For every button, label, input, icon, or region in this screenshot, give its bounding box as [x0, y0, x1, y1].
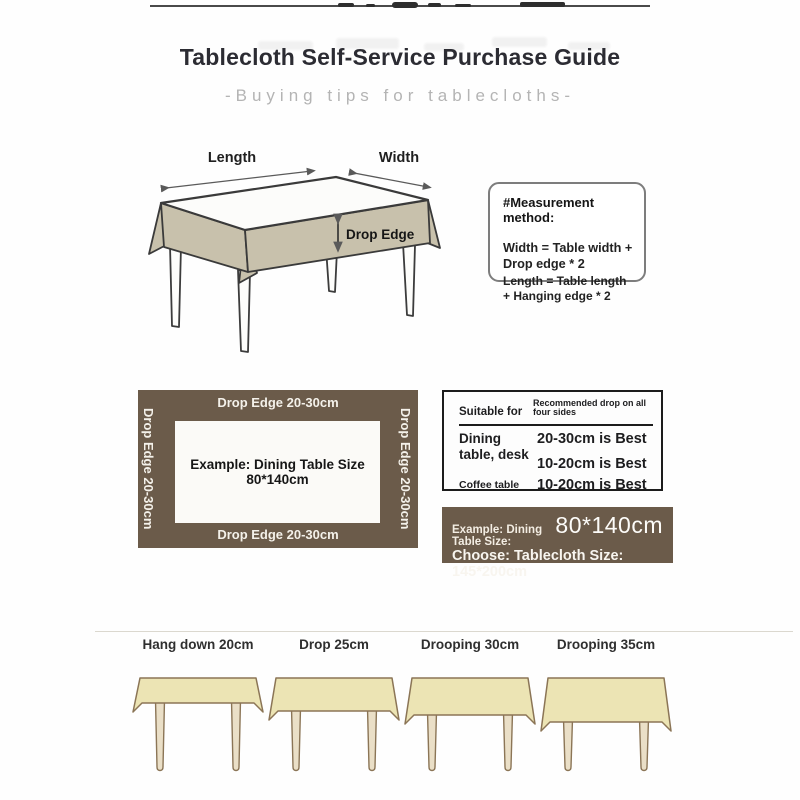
drop-example-label: Drooping 30cm: [420, 637, 520, 652]
drop-examples-labels: [130, 637, 674, 652]
row-item-dining-table: Dining table, desk: [459, 431, 529, 462]
drop-edge-right-label: Drop Edge 20-30cm: [398, 408, 413, 530]
measurement-title: #Measurement method:: [503, 195, 595, 225]
drop-example-label: Drop 25cm: [299, 637, 369, 652]
table-row: [459, 477, 655, 493]
width-label: Width: [378, 150, 420, 166]
example-table-size-value: 80*140cm: [555, 512, 663, 538]
row-value: 10-20cm is Best: [537, 456, 647, 472]
tablecloth: [133, 678, 263, 712]
col-header-recommended-drop: Recommended drop on all four sides: [533, 398, 647, 417]
tablecloth: [405, 678, 535, 724]
drop-edge-bottom-label: Drop Edge 20-30cm: [217, 527, 339, 542]
cropped-artifact: [455, 4, 471, 7]
row-item-coffee-table: Coffee table: [459, 479, 520, 491]
measurement-method-box: [488, 182, 646, 303]
table-illustration-drop-30: [402, 666, 538, 783]
tablecloth: [269, 678, 399, 720]
drop-example-label: Hang down 20cm: [142, 637, 254, 652]
drop-edge-top-label: Drop Edge 20-30cm: [217, 395, 339, 410]
tablecloth-3d-illustration: [128, 146, 476, 364]
cropped-artifact: [520, 2, 565, 7]
page-subtitle: -Buying tips for tablecloths-: [224, 86, 576, 105]
drop-example-label: Drooping 35cm: [556, 637, 656, 652]
drop-edge-label: Drop Edge: [346, 227, 415, 242]
table-row: [459, 431, 655, 472]
cropped-artifact: [428, 3, 441, 7]
table-illustration-drop-20: [130, 666, 266, 783]
drop-edge-diagram: [138, 390, 418, 548]
cropped-artifact: [392, 2, 418, 8]
suitability-table-header: [459, 399, 655, 418]
length-label: Length: [207, 150, 257, 166]
size-example-box: [442, 507, 673, 580]
table-illustration-drop-35: [538, 666, 674, 783]
drop-examples-illustrations: [130, 666, 674, 783]
section-divider: [95, 631, 793, 632]
drop-edge-left-label: Drop Edge 20-30cm: [141, 408, 156, 530]
page-title: Tablecloth Self-Service Purchase Guide: [179, 44, 621, 70]
cropped-artifact: [338, 3, 354, 7]
row-value: 10-20cm is Best: [537, 477, 647, 493]
table-size-example-text: Example: Dining Table Size 80*140cm: [190, 457, 365, 487]
row-value: 20-30cm is Best: [537, 431, 647, 447]
choose-tablecloth-size: Choose: Tablecloth Size: 145*200cm: [452, 548, 624, 580]
table-size-area: [175, 421, 380, 523]
table-header-divider: [459, 424, 653, 426]
example-table-size-label: Example: Dining Table Size:: [452, 524, 543, 548]
suitability-table: [442, 390, 663, 491]
measurement-length-formula: Length = Table length + Hanging edge * 2: [503, 273, 627, 303]
table-illustration-drop-25: [266, 666, 402, 783]
col-header-suitable-for: Suitable for: [459, 406, 523, 418]
measurement-width-formula: Width = Table width + Drop edge * 2: [503, 241, 633, 272]
tablecloth: [541, 678, 671, 731]
cropped-artifact: [366, 4, 375, 7]
